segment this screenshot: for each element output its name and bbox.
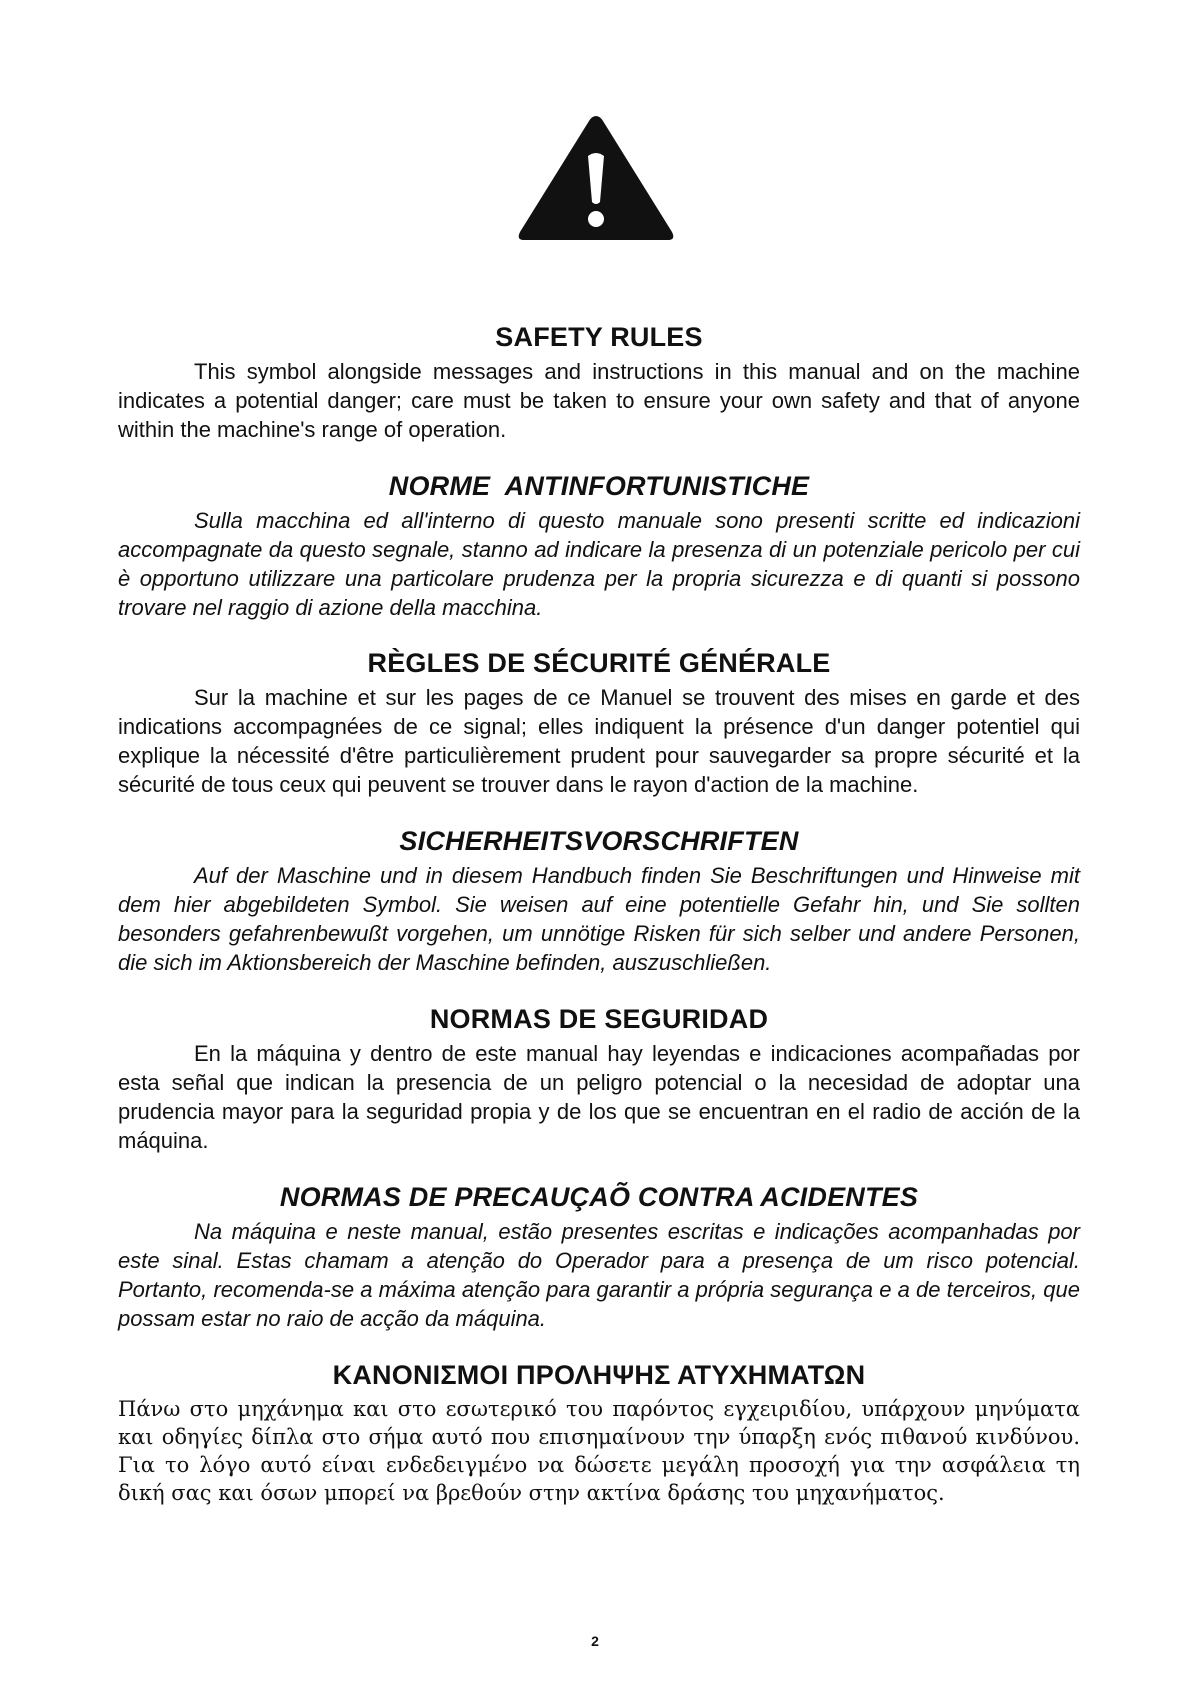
section-body: This symbol alongside messages and instructions in this manual and on the machine indicates a potential danger; care must be taken to ensure your own safety and that of anyone within the machine's range of operation. (118, 359, 1080, 442)
section-italian (118, 469, 1080, 622)
section-body: Πάνω στο μηχάνημα και στο εσωτερικό του παρόντος εγχειριδίου, υπάρχουν μηνύματα και οδηγίες δίπλα στο σήμα αυτό που επισημαίνουν την ύπαρξη ενός πιθανού κινδύνου. Για το λόγο αυτό είναι ενδεδειγμένο να δώσετε μεγάλη προσοχή για την ασφάλεια τη δική σας και όσων μπορεί να βρεθούν στην ακτίνα δράσης του μηχανήματος. (118, 1397, 1080, 1505)
section-title: NORMAS DE PRECAUÇAÕ CONTRA ACIDENTES (279, 1182, 919, 1212)
section-body: Na máquina e neste manual, estão presentes escritas e indicações acompanhadas por este sinal. Estas chamam a atenção do Operador para a presença de um risco potencial. Portanto, recomenda-se a máxima atenção para garantir a própria segurança e a de terceiros, que possam estar no raio de acção da máquina. (118, 1219, 1080, 1331)
section-body: En la máquina y dentro de este manual hay leyendas e indicaciones acompañadas por esta señal que indican la presencia de un peligro potencial o la necesidad de adoptar una prudencia mayor para la seguridad propia y de los que se encuentran en el radio de acción de la máquina. (118, 1041, 1080, 1153)
section-french (118, 646, 1080, 799)
section-title: SAFETY RULES (495, 322, 703, 352)
section-portuguese (118, 1180, 1080, 1333)
warning-triangle-icon (514, 110, 678, 246)
section-title: ΚΑΝΟΝΙΣΜΟΙ ΠΡΟΛΗΨΗΣ ΑΤΥΧΗΜΑΤΩΝ (332, 1360, 866, 1390)
section-title: NORMAS DE SEGURIDAD (429, 1004, 769, 1034)
page-number: 2 (591, 1633, 599, 1649)
section-body: Auf der Maschine und in diesem Handbuch finden Sie Beschriftungen und Hinweise mit dem hier abgebildeten Symbol. Sie weisen auf eine potentielle Gefahr hin, und Sie sollten besonders gefahrenbewußt vorgehen, um unnötige Risken für sich selber und andere Personen, die sich im Aktionsbereich der Maschine befinden, auszuschließen. (118, 863, 1080, 975)
section-spanish (118, 1002, 1080, 1155)
section-body: Sur la machine et sur les pages de ce Manuel se trouvent des mises en garde et des indications accompagnées de ce signal; elles indiquent la présence d'un danger potentiel qui explique la nécessité d'être particulièrement prudent pour sauvegarder sa propre sécurité et la sécurité de tous ceux qui peuvent se trouver dans le rayon d'action de la machine. (118, 685, 1080, 797)
section-title: RÈGLES DE SÉCURITÉ GÉNÉRALE (367, 648, 831, 678)
section-german (118, 824, 1080, 977)
section-greek (118, 1358, 1080, 1507)
section-title: SICHERHEITSVORSCHRIFTEN (399, 826, 799, 856)
section-body: Sulla macchina ed all'interno di questo manuale sono presenti scritte ed indicazioni accompagnate da questo segnale, stanno ad indicare la presenza di un potenziale pericolo per cui è opportuno utilizzare una particolare prudenza per la propria sicurezza e di quanti si possono trovare nel raggio di azione della macchina. (118, 508, 1080, 620)
section-english (118, 320, 1080, 444)
section-title: NORME ANTINFORTUNISTICHE (388, 471, 810, 501)
